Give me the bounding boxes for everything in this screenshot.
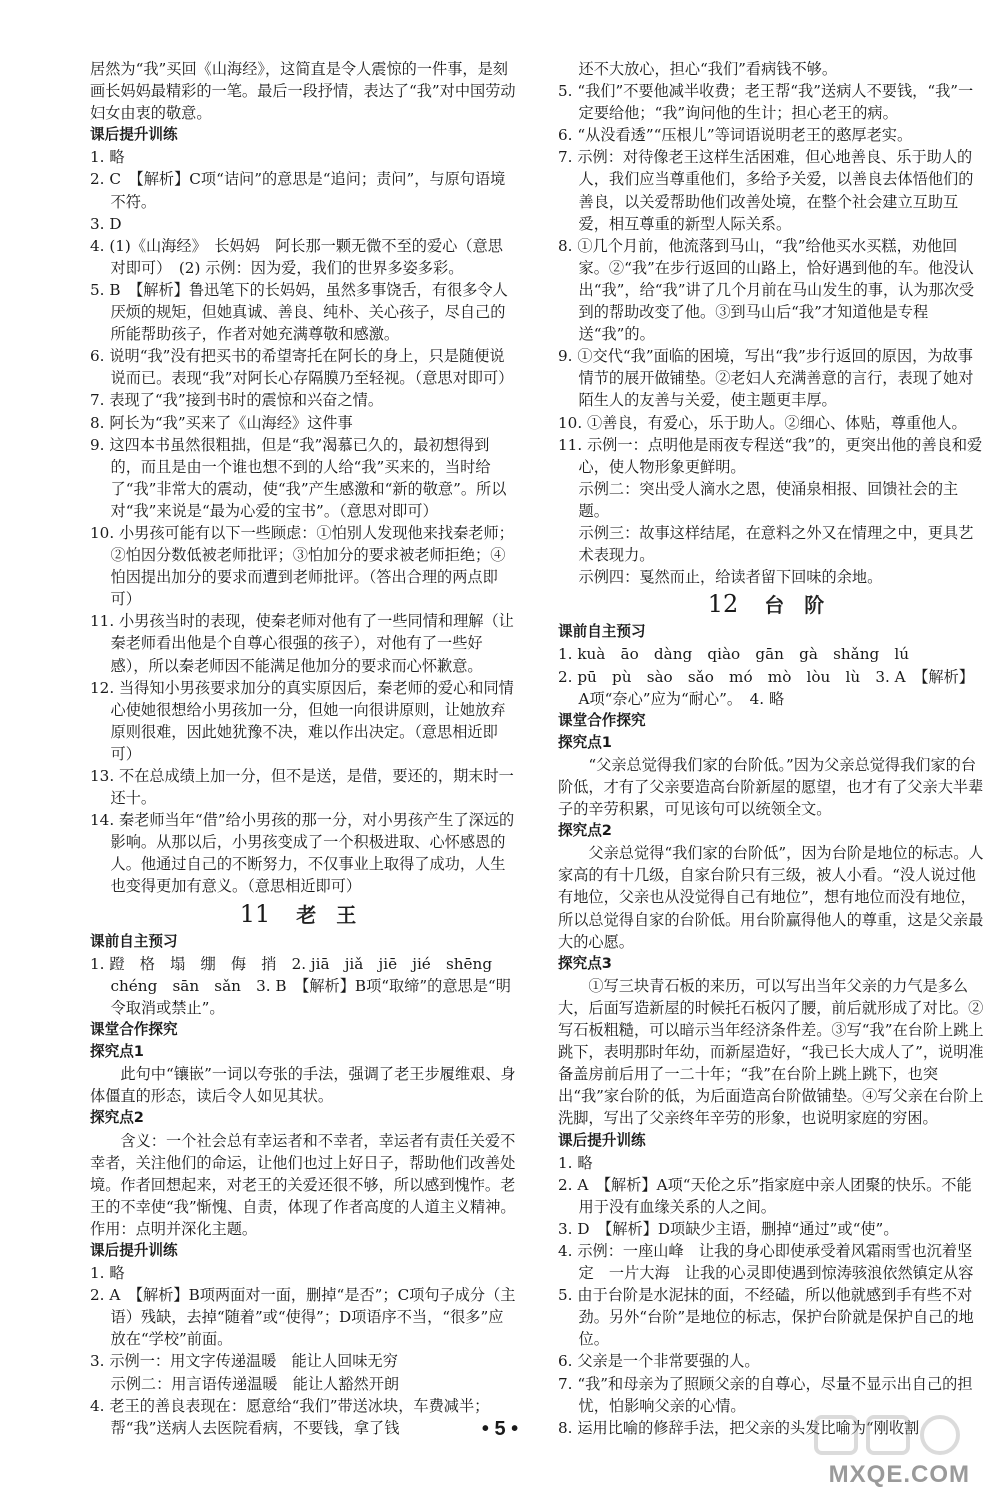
- answer-item: 10. ①善良，有爱心，乐于助人。②细心、体贴，尊重他人。: [558, 413, 967, 432]
- answer-item: 3. D: [90, 214, 122, 233]
- lesson-title-char: 阶: [804, 593, 825, 618]
- lesson-title: [558, 590, 984, 619]
- indented-paragraph: “父亲总觉得我们家的台阶低。”因为父亲总觉得我们家的台阶低，才有了父亲要造高台阶新屋的愿望，也才有了父亲大半辈子的辛劳积累，可见该句可以统领全文。: [558, 755, 984, 819]
- page-number: • 5 •: [481, 1418, 519, 1440]
- answer-item: 9. ①交代“我”面临的困境，写出“我”步行返回的原因，为故事情节的展开做铺垫。②老妇人充满善意的言行，表现了她对陌生人的友善与关爱，使主题更丰厚。: [558, 347, 974, 410]
- indented-paragraph: 此句中“镶嵌”一词以夸张的手法，强调了老王步履维艰、身体僵直的形态，读后令人如见其状。: [90, 1065, 516, 1106]
- answer-sub-item: 示例二：突出受人滴水之恩，使涌泉相报、回馈社会的主题。: [578, 479, 959, 520]
- answer-item: 6. 父亲是一个非常要强的人。: [558, 1352, 760, 1371]
- answer-item: 1. 蹬 格 塌 绷 侮 捎 2. jiā jiǎ jiē jié shēng chéng sān sǎn 3. B 【解析】B项“取缔”的意思是“明令取消或禁止”。: [90, 954, 511, 1017]
- answer-item: 1. 略: [90, 148, 125, 167]
- left-column: [90, 58, 516, 1439]
- answer-item: 11. 小男孩当时的表现，使秦老师对他有了一些同情和理解（让秦老师看出他是个自尊心很强的孩子），对他有了一些好感），所以秦老师因不能满足他加分的要求而心怀歉意。: [90, 612, 514, 675]
- answer-sub-item: 示例三：故事这样结尾，在意料之外又在情理之中，更具艺术表现力。: [578, 523, 974, 565]
- answer-item: 9. 这四本书虽然很粗拙，但是“我”渴慕已久的，最初想得到的，而且是由一个谁也想不到的人给“我”买来的，当时给了“我”非常大的震动，使“我”产生感激和“新的敬意”。所以对“我”来说是“最为心爱的宝书”。（意思对即可）: [90, 435, 507, 520]
- answer-item: 1. 略: [558, 1153, 593, 1172]
- answer-item: 3. D 【解析】D项缺少主语，删掉“通过”或“使”。: [558, 1219, 899, 1238]
- section-heading: 课后提升训练: [558, 1131, 646, 1149]
- section-heading: 课堂合作探究: [90, 1021, 178, 1039]
- exploration-point-heading: 探究点1: [558, 733, 612, 751]
- answer-item: 4. 示例：一座山峰 让我的身心即使承受着风霜雨雪也沉着坚定 一片大海 让我的心灵即使遇到惊涛骇浪依然镇定从容: [558, 1241, 974, 1283]
- answer-item: 12. 当得知小男孩要求加分的真实原因后，秦老师的爱心和同情心使她很想给小男孩加一分，但她一向很讲原则，让她放弃原则很难，因此她犹豫不决，难以作出决定。（意思相近即可）: [90, 678, 514, 763]
- answer-item: 4. (1)《山海经》 长妈妈 阿长那一颗无微不至的爱心（意思对即可） (2) 示例：因为爱，我们的世界多姿多彩。: [90, 236, 503, 277]
- right-column: [558, 58, 984, 1439]
- answer-item: 8. ①几个月前，他流落到马山，“我”给他买水买糕，劝他回家。②“我”在步行返回的山路上，恰好遇到他的车。他没认出“我”，给“我”讲了几个月前在马山发生的事，认为那次受到的帮助改变了他。③到马山后“我”才知道他是专程送“我”的。: [558, 236, 975, 344]
- indented-paragraph: 父亲总觉得“我们家的台阶低”，因为台阶是地位的标志。人家高的有十几级，自家台阶只有三级，被人小看。“没人说过他有地位，父亲也从没觉得自己有地位”，想有地位而没有地位，所以总觉得自家的台阶低。用台阶赢得他人的尊重，这是父亲最大的心愿。: [558, 844, 984, 951]
- lesson-title: [90, 899, 516, 928]
- answer-item: 14. 秦老师当年“借”给小男孩的那一分，对小男孩产生了深远的影响。从那以后，小男孩变成了一个积极进取、心怀感恩的人。他通过自己的不断努力，不仅事业上取得了成功，人生也变得更加有意义。（意思相近即可）: [90, 811, 515, 896]
- exploration-point-heading: 探究点3: [558, 954, 612, 972]
- watermark-text: MXQE.COM: [828, 1461, 970, 1488]
- lesson-number: 12: [707, 590, 739, 619]
- indented-paragraph: ①写三块青石板的来历，可以写出当年父亲的力气是多么大，后面写造新屋的时候托石板闪了腰，前后就形成了对比。②写石板粗糙，可以暗示当年经济条件差。③写“我”在台阶上跳上跳下，表明那时年幼，而新屋造好，“我已长大成人了”，说明准备盖房前后用了一二十年；“我”在台阶上跳上跳下，也突出“我”家台阶的低，为后面造高台阶做铺垫。④写父亲在台阶上洗脚，写出了父亲终年辛劳的形象，也说明家庭的穷困。: [558, 976, 984, 1128]
- answer-item: 2. A 【解析】B项两面对一面，删掉“是否”；C项句子成分（主语）残缺，去掉“随着”或“使得”；D项语序不当，“很多”应放在“学校”前面。: [90, 1286, 516, 1349]
- exploration-point-heading: 探究点1: [90, 1043, 144, 1061]
- answer-item: 2. A 【解析】A项“天伦之乐”指家庭中亲人团聚的快乐。不能用于没有血缘关系的人之间。: [558, 1175, 972, 1216]
- answer-item: 6. 说明“我”没有把买书的希望寄托在阿长的身上，只是随便说说而已。表现“我”对阿长心存隔膜乃至轻视。（意思对即可）: [90, 347, 514, 388]
- answer-sub-item: 还不大放心，担心“我们”看病钱不够。: [578, 60, 838, 78]
- answer-item: 1. 略: [90, 1264, 125, 1283]
- answer-item: 4. 老王的善良表现在：愿意给“我们”带送冰块，车费减半；帮“我”送病人去医院看病，不要钱，拿了钱: [90, 1396, 490, 1437]
- section-heading: 课前自主预习: [558, 623, 646, 641]
- answer-item: 10. 小男孩可能有以下一些顾虑：①怕别人发现他来找秦老师；②怕因分数低被老师批评；③怕加分的要求被老师拒绝；④怕因提出加分的要求而遭到老师批评。（答出合理的两点即可）: [90, 523, 514, 609]
- exploration-point-heading: 探究点2: [90, 1109, 144, 1127]
- answer-item: 13. 不在总成绩上加一分，但不是送，是借，要还的，期末时一还十。: [90, 767, 514, 808]
- answer-item: 2. C 【解析】C项“诘问”的意思是“追问；责问”，与原句语境不符。: [90, 170, 506, 211]
- lesson-title-char: 王: [336, 902, 357, 927]
- indented-paragraph: 含义：一个社会总有幸运者和不幸者，幸运者有责任关爱不幸者，关注他们的命运，让他们也过上好日子，帮助他们改善处境。作者回想起来，对老王的关爱还很不够，所以感到愧怍。老王的不幸使“我”惭愧、自责，体现了作者高度的人道主义精神。作用：点明并深化主题。: [90, 1131, 516, 1238]
- exploration-point-heading: 探究点2: [558, 822, 612, 840]
- answer-item: 6. “从没看透”“压根儿”等词语说明老王的憨厚老实。: [558, 126, 913, 145]
- answer-item: 7. “我”和母亲为了照顾父亲的自尊心，尽量不显示出自己的担忧，怕影响父亲的心情。: [558, 1374, 973, 1415]
- answer-item: 3. 示例一：用文字传递温暖 能让人回味无穷: [90, 1352, 398, 1371]
- lesson-title-char: 台: [764, 593, 785, 618]
- answer-sub-item: 示例四：戛然而止，给读者留下回味的余地。: [578, 568, 883, 587]
- paragraph: 居然为“我”买回《山海经》，这简直是令人震惊的一件事，是刻画长妈妈最精彩的一笔。最后一段抒情，表达了“我”对中国劳动妇女由衷的敬意。: [90, 60, 516, 123]
- answer-item: 5. B 【解析】鲁迅笔下的长妈妈，虽然多事饶舌，有很多令人厌烦的规矩，但她真诚、善良、纯朴、关心孩子，尽自己的所能帮助孩子，作者对她充满尊敬和感激。: [90, 280, 508, 344]
- answer-item: 1. kuà āo dàng qiào gān gà shǎng lú: [558, 645, 910, 664]
- answer-sub-item: 示例二：用言语传递温暖 能让人豁然开朗: [110, 1374, 400, 1393]
- section-heading: 课堂合作探究: [558, 711, 646, 729]
- answer-item: 8. 阿长为“我”买来了《山海经》这件事: [90, 413, 353, 432]
- answer-item: 8. 运用比喻的修辞手法，把父亲的头发比喻为“刚收割: [558, 1418, 920, 1437]
- page-number-value: 5: [494, 1418, 506, 1440]
- answer-item: 7. 示例：对待像老王这样生活困难，但心地善良、乐于助人的人，我们应当尊重他们，多给予关爱，以善良去体悟他们的善良，以关爱帮助他们改善处境，在整个社会建立互助互爱，相互尊重的新型人际关系。: [558, 148, 974, 233]
- answer-item: 5. 由于台阶是水泥抹的面，不经磕，所以他就感到手有些不对劲。另外“台阶”是地位的标志，保护台阶就是保护自己的地位。: [558, 1286, 974, 1349]
- answer-item: 2. pū pù sào sǎo mó mò lòu lù 3. A 【解析】A项“奈心”应为“耐心”。 4. 略: [558, 667, 974, 708]
- answer-item: 11. 示例一：点明他是雨夜专程送“我”的，更突出他的善良和爱心，使人物形象更鲜明。: [558, 435, 983, 476]
- lesson-title-char: 老: [296, 902, 317, 927]
- section-heading: 课前自主预习: [90, 932, 178, 950]
- section-heading: 课后提升训练: [90, 1241, 178, 1259]
- lesson-number: 11: [239, 899, 271, 928]
- section-heading: 课后提升训练: [90, 126, 178, 144]
- answer-item: 7. 表现了“我”接到书时的震惊和兴奋之情。: [90, 391, 384, 410]
- answer-item: 5. “我们”不要他减半收费；老王帮“我”送病人不要钱，“我”一定要给他；“我”询问他的生计；担心老王的病。: [558, 82, 974, 123]
